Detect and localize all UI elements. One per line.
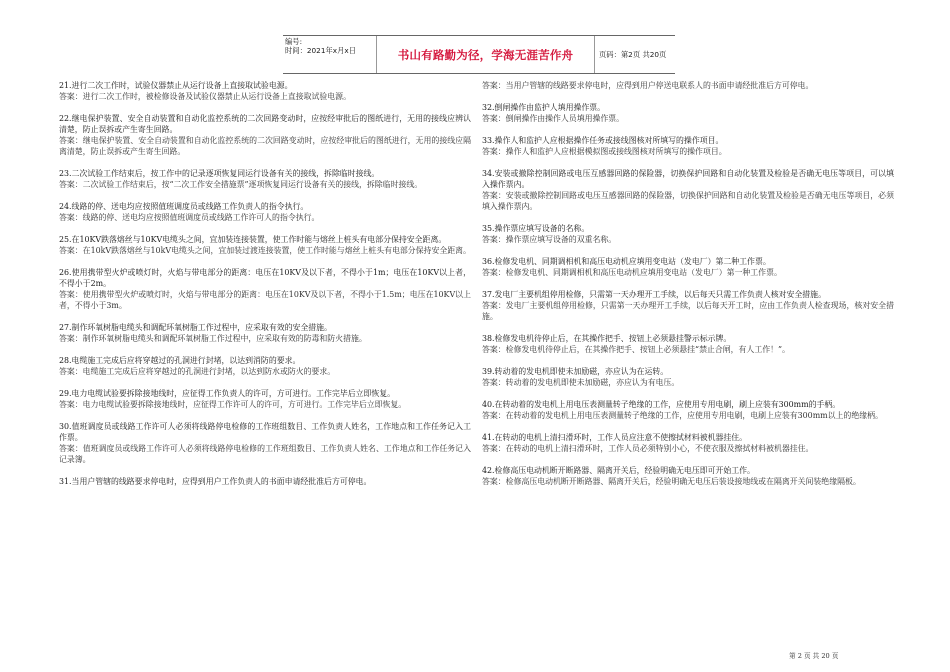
page-header <box>283 35 675 74</box>
answer-text: 答案：检修发电机、同期调相机和高压电动机应填用变电站（发电厂）第一种工作票。 <box>482 268 782 277</box>
qa-item-29 <box>59 388 471 410</box>
question-text: 27.制作环氧树脂电缆头和调配环氧树脂工作过程中，应采取有效的安全措施。 <box>59 323 332 332</box>
question-text: 41.在转动的电机上清扫滑环时，工作人员应注意不使擦拭材料被机器挂住。 <box>482 433 748 442</box>
question-text: 28.电缆施工完成后应将穿越过的孔洞进行封堵，以达到消防的要求。 <box>59 356 301 365</box>
qa-item-40 <box>482 399 894 421</box>
qa-item-27 <box>59 322 471 344</box>
question-text: 22.继电保护装置、安全自动装置和自动化监控系统的二次回路变动时，应按经审批后的图纸进行，无用的接线应辨认清楚，防止误拆或产生寄生回路。 <box>59 114 471 134</box>
qa-item-42 <box>482 465 894 487</box>
question-text: 21.进行二次工作时，试验仪器禁止从运行设备上直接取试验电源。 <box>59 81 293 90</box>
question-text: 23.二次试验工作结束后，按工作中的记录逐项恢复同运行设备有关的接线，拆除临时接线。 <box>59 169 380 178</box>
header-page-cell <box>595 36 675 73</box>
qa-item-38 <box>482 333 894 355</box>
answer-text: 答案：电缆施工完成后应将穿越过的孔洞进行封堵，以达到防水或防火的要求。 <box>59 367 336 376</box>
qa-item-28 <box>59 355 471 377</box>
answer-text: 答案：当用户管辖的线路要求停电时，应得到用户停送电联系人的书面申请经批准后方可停电。 <box>482 81 814 90</box>
question-text: 37.发电厂主要机组停用检修，只需第一天办理开工手续，以后每天只需工作负责人核对安全措施。 <box>482 290 826 299</box>
doc-time-label: 时间：2021年x月x日 <box>285 46 356 55</box>
answer-text: 答案：发电厂主要机组停用检修，只需第一天办理开工手续，以后每天开工时，应由工作负责人检查现场，核对安全措施。 <box>482 301 894 321</box>
qa-item-34 <box>482 168 894 212</box>
answer-text: 答案：二次试验工作结束后，按“二次工作安全措施票”逐项恢复同运行设备有关的接线，拆除临时接线。 <box>59 180 423 189</box>
qa-item-22 <box>59 113 471 157</box>
question-text: 40.在转动着的发电机上用电压表测量转子绝缘的工作，应使用专用电刷，刷上应装有300mm的手柄。 <box>482 400 841 409</box>
qa-item-37 <box>482 289 894 322</box>
qa-item-24 <box>59 201 471 223</box>
question-text: 34.安装或撤除控制回路或电压互感器回路的保险器，切换保护回路和自动化装置及检验是否确无电压等项目，可以填入操作票内。 <box>482 169 894 189</box>
question-text: 29.电力电缆试验要拆除接地线时，应征得工作负责人的许可，方可进行。工作完毕后立即恢复。 <box>59 389 396 398</box>
qa-item-31-answer <box>482 80 894 91</box>
qa-item-30 <box>59 421 471 465</box>
answer-text: 答案：制作环氧树脂电缆头和调配环氧树脂工作过程中，应采取有效的防毒和防火措施。 <box>59 334 367 343</box>
answer-text: 答案：进行二次工作时，被检修设备及试验仪器禁止从运行设备上直接取试验电源。 <box>59 92 351 101</box>
qa-item-26 <box>59 267 471 311</box>
answer-text: 答案：在转动的电机上清扫滑环时，工作人员必须特别小心，不使衣服及擦拭材料被机器挂住。 <box>482 444 814 453</box>
question-text: 36.检修发电机、同期调相机和高压电动机应填用变电站（发电厂）第二种工作票。 <box>482 257 771 266</box>
answer-text: 答案：操作票应填写设备的双重名称。 <box>482 235 617 244</box>
qa-item-35 <box>482 223 894 245</box>
answer-text: 答案：在10kV跌落熔丝与10kV电缆头之间，宜加装过渡连接装置，使工作时能与熔丝上桩头有电部分保持安全距离。 <box>59 246 471 255</box>
answer-text: 答案：操作人和监护人应根据模拟图或接线图核对所填写的操作项目。 <box>482 147 727 156</box>
question-text: 32.倒闸操作由监护人填用操作票。 <box>482 103 606 112</box>
qa-item-39 <box>482 366 894 388</box>
qa-item-23 <box>59 168 471 190</box>
answer-text: 答案：转动着的发电机即使未加励磁，亦应认为有电压。 <box>482 378 680 387</box>
question-text: 24.线路的停、送电均应按照值班调度员或线路工作负责人的指令执行。 <box>59 202 309 211</box>
header-motto: 书山有路勤为径，学海无涯苦作舟 <box>397 48 574 62</box>
answer-text: 答案：在转动着的发电机上用电压表测量转子绝缘的工作，应使用专用电刷，电刷上应装有300mm以上的绝缘柄。 <box>482 411 883 420</box>
qa-item-33 <box>482 135 894 157</box>
qa-item-21 <box>59 80 471 102</box>
question-text: 26.使用携带型火炉或喷灯时，火焰与带电部分的距离：电压在10KV及以下者，不得小于1m；电压在10KV以上者，不得小于2m。 <box>59 268 471 288</box>
qa-item-32 <box>482 102 894 124</box>
qa-item-25 <box>59 234 471 256</box>
question-text: 38.检修发电机待停止后，在其操作把手、按钮上必须悬挂警示标示牌。 <box>482 334 732 343</box>
answer-text: 答案：检修高压电动机断开断路器、隔离开关后，经验明确无电压后装设接地线或在隔离开关间装绝缘隔板。 <box>482 477 861 486</box>
question-text: 25.在10KV跌落熔丝与10KV电缆头之间，宜加装连接装置，使工作时能与熔丝上桩头有电部分保持安全距离。 <box>59 235 447 244</box>
question-text: 35.操作票应填写设备的名称。 <box>482 224 590 233</box>
answer-text: 答案：使用携带型火炉或喷灯时，火焰与带电部分的距离：电压在10KV及以下者，不得小于1.5m；电压在10KV以上者，不得小于3m。 <box>59 290 471 310</box>
right-column <box>482 80 894 498</box>
left-column <box>59 80 471 498</box>
header-meta-cell <box>283 36 377 73</box>
answer-text: 答案：值班调度员或线路工作许可人必须将线路停电检修的工作班组数目、工作负责人姓名、工作地点和工作任务记入记录簿。 <box>59 444 471 464</box>
answer-text: 答案：倒闸操作由操作人员填用操作票。 <box>482 114 625 123</box>
question-text: 39.转动着的发电机即使未加励磁，亦应认为在运转。 <box>482 367 669 376</box>
doc-id-label: 编号: <box>285 37 303 46</box>
answer-text: 答案：安装或撤除控制回路或电压互感器回路的保险器，切换保护回路和自动化装置及检验是否确无电压等项目，必须填入操作票内。 <box>482 191 894 211</box>
question-text: 30.值班调度员或线路工作许可人必须将线路停电检修的工作班组数目、工作负责人姓名，工作地点和工作任务记入工作票。 <box>59 422 471 442</box>
answer-text: 答案：电力电缆试验要拆除接地线时，应征得工作许可人的许可，方可进行。工作完毕后立即恢复。 <box>59 400 407 409</box>
header-page-number: 页码：第2页 共20页 <box>599 50 667 59</box>
header-motto-cell <box>377 36 595 73</box>
page-footer-number: 第 2 页 共 20 页 <box>789 652 839 660</box>
answer-text: 答案：线路的停、送电均应按照值班调度员或线路工作许可人的指令执行。 <box>59 213 320 222</box>
qa-item-36 <box>482 256 894 278</box>
qa-item-31 <box>59 476 471 487</box>
question-text: 42.检修高压电动机断开断路器、隔离开关后，经验明确无电压即可开始工作。 <box>482 466 755 475</box>
question-text: 31.当用户管辖的线路要求停电时，应得到用户工作负责人的书面申请经批准后方可停电。 <box>59 477 372 486</box>
answer-text: 答案：继电保护装置、安全自动装置和自动化监控系统的二次回路变动时，应按经审批后的图纸进行，无用的接线应隔离清楚，防止误拆或产生寄生回路。 <box>59 136 471 156</box>
qa-item-41 <box>482 432 894 454</box>
question-text: 33.操作人和监护人应根据操作任务或接线图核对所填写的操作项目。 <box>482 136 724 145</box>
answer-text: 答案：检修发电机待停止后，在其操作把手、按钮上必须悬挂“禁止合闸，有人工作！”。 <box>482 345 790 354</box>
